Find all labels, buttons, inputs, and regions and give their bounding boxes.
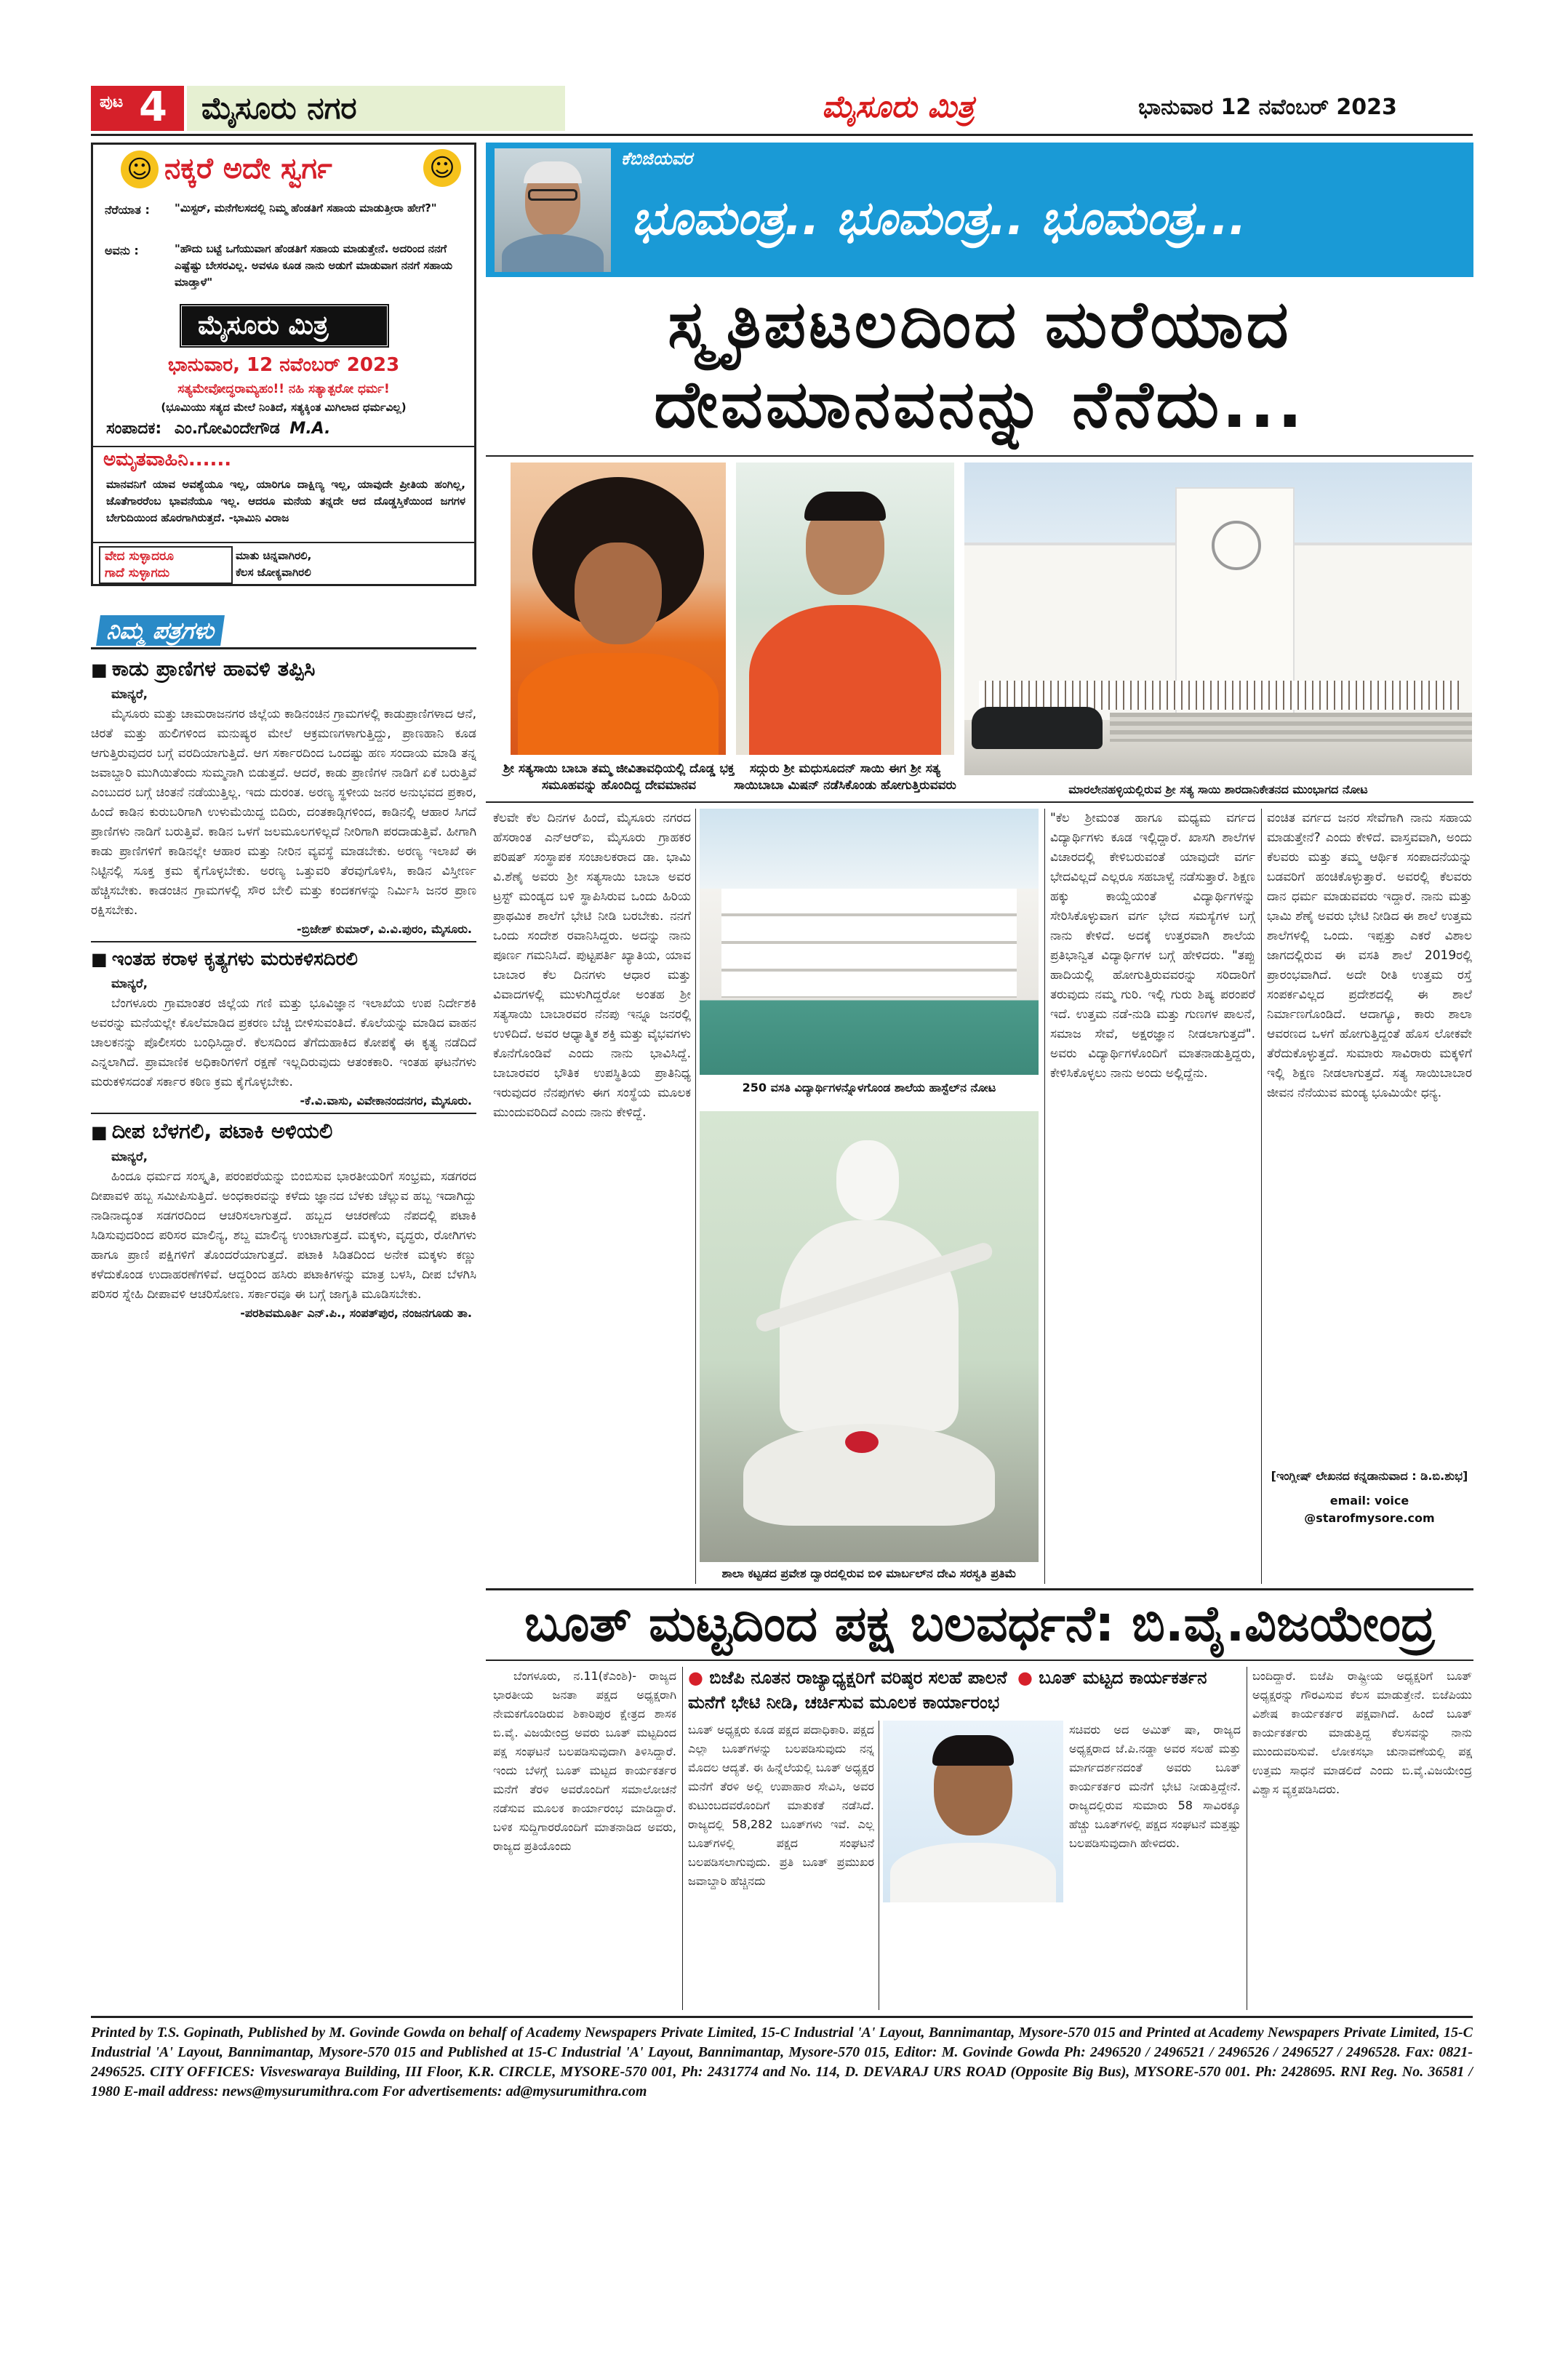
photos-rule bbox=[486, 801, 1473, 803]
joke-q-label: ನೆರೆಯಾತ : bbox=[105, 203, 150, 217]
flowers bbox=[845, 1431, 879, 1453]
sidebar-divider bbox=[93, 446, 474, 447]
col-rule-3 bbox=[1261, 809, 1262, 1584]
letter-1-paragraph: ಮೈಸೂರು ಮತ್ತು ಚಾಮರಾಜನಗರ ಜಿಲ್ಲೆಯ ಕಾಡಿನಂಚಿನ ಗ್ರಾಮಗಳಲ್ಲಿ ಕಾಡುಪ್ರಾಣಿಗಳಾದ ಆನೆ, ಚಿರತೆ ಮತ್ತು ಹುಲಿಗಳಿಂದ ಮನುಷ್ಯರ ಮೇಲೆ ಆಕ್ರಮಣಗಳಾಗುತ್ತಿದ್ದು, ಪ್ರಾಣಹಾನಿ ಕೂಡ ಆಗುತ್ತಿರುವುದರ ಬಗ್ಗೆ ವರದಿಯಾಗುತ್ತಿದೆ. ಆಗ ಸರ್ಕಾರದಿಂದ ಒಂದಷ್ಟು ಹಣ ಸಂದಾಯ ಮಾಡಿ ತನ್ನ ಜವಾಬ್ದಾರಿ ಮುಗಿಯಿತೆಂದು ಸುಮ್ಮನಾಗಿ ಬಿಡುತ್ತದೆ. ಆದರೆ, ಕಾಡು ಪ್ರಾಣಿಗಳ ನಾಡಿಗೆ ಏಕೆ ಬರುತ್ತಿವೆ ಎಂಬುದರ ಬಗ್ಗೆ ಚಿಂತನೆ ನಡೆಯುತ್ತಿಲ್ಲ. ಇದು ದುರಂತ. ಅರಣ್ಯ ಸ್ಥಳೀಯ ಜನರ ಅನುಭವದ ಪ್ರಕಾರ, ಹಿಂದೆ ಕಾಡಿನ ಕುರುಬರಿಗಾಗಿ ಉಳುಮೆಯಿದ್ದ ಬಿದಿರು, ದಂತಕಾಡ್ಗಿಗಳಿಂದ, ಕಾಡಿನಲ್ಲಿ ಆಹಾರ ಸಿಗದೆ ಪ್ರಾಣಿಗಳು ನಾಡಿಗೆ ಬರುತ್ತಿವೆ. ಕಾಡಿನ ಒಳಗೆ ಜಲಮೂಲಗಳಿಲ್ಲದೆ ನೀರಿಗಾಗಿ ಪರದಾಡುತ್ತಿವೆ. ಹೀಗಾಗಿ ಕಾಡು ಪ್ರಾಣಿಗಳಿಗೆ ಕಾಡಿನಲ್ಲೇ ಆಹಾರ ಮತ್ತು ನೀರಿನ ವ್ಯವಸ್ಥೆ ಮಾಡಬೇಕು. ಅರಣ್ಯ ಇಲಾಖೆ ಈ ನಿಟ್ಟಿನಲ್ಲಿ ಸೂಕ್ತ ಕ್ರಮ ಕೈಗೊಳ್ಳಬೇಕು. ಅರಣ್ಯ ಒತ್ತುವರಿ ತೆರವುಗೊಳಿಸಿ, ಕಾಡಿನ ವಿಸ್ತೀರ್ಣ ಹೆಚ್ಚಿಸಬೇಕು. ಕಾಡಂಚಿನ ಗ್ರಾಮಗಳಲ್ಲಿ ಸೌರ ಬೇಲಿ ಮತ್ತು ಕಂದಕಗಳನ್ನು ನಿರ್ಮಿಸಿ ಜನರ ಪ್ರಾಣ ರಕ್ಷಿಸಬೇಕು. bbox=[91, 707, 476, 918]
laugh-icon-2: ☺ bbox=[423, 149, 461, 187]
editor-line bbox=[106, 420, 470, 438]
mitra-logo-text: ಮೈಸೂರು ಮಿತ್ರ bbox=[198, 311, 329, 340]
photo-sai-baba bbox=[511, 463, 726, 755]
letter-divider-2 bbox=[91, 1113, 476, 1114]
letter-3 bbox=[91, 1118, 476, 1321]
subhead-bullet-1: ● bbox=[688, 1668, 703, 1688]
col-rule-2 bbox=[1044, 809, 1045, 1584]
veda-right-1: ಮಾತು ಚಿನ್ನವಾಗಿರಲಿ, bbox=[236, 549, 312, 562]
feature-kicker: ಕೆಬಿಜಿಯವರ bbox=[621, 148, 692, 169]
letter-1-author: -ಬ್ರಿಜೇಶ್ ಕುಮಾರ್, ವಿ.ವಿ.ಪುರಂ, ಮೈಸೂರು. bbox=[297, 922, 472, 936]
editor-name: ಎಂ.ಗೋವಿಂದೇಗೌಡ bbox=[174, 420, 280, 438]
sidebar-box bbox=[91, 143, 476, 586]
photo-hostel bbox=[700, 809, 1039, 1075]
letter-3-title: ■ ದೀಪ ಬೆಳಗಲಿ, ಪಟಾಕಿ ಅಳಿಯಲಿ bbox=[91, 1118, 476, 1145]
author-portrait bbox=[495, 148, 611, 272]
letters-heading: ನಿಮ್ಮ ಪತ್ರಗಳು bbox=[96, 615, 225, 646]
face bbox=[575, 543, 662, 644]
joke-question: "ಮಿಸ್ಟರ್, ಮನೆಗೆಲಸದಲ್ಲಿ ನಿಮ್ಮ ಹೆಂಡತಿಗೆ ಸಹಾಯ ಮಾಡುತ್ತೀರಾ ಹೇಗೆ?" bbox=[175, 201, 437, 215]
page-label: ಪುಟ bbox=[100, 93, 124, 111]
feature-bottom-rule bbox=[486, 1588, 1473, 1590]
feature-col-3 bbox=[1050, 809, 1255, 1584]
letter-1 bbox=[91, 656, 476, 937]
portrait-shirt bbox=[502, 234, 604, 272]
veda-line-2: ಗಾದೆ ಸುಳ್ಳಾಗದು bbox=[105, 566, 170, 580]
feature-headline bbox=[486, 285, 1473, 454]
translator-credit bbox=[1267, 1468, 1472, 1527]
portrait-glasses bbox=[528, 189, 577, 201]
photo-madhusudan-sai bbox=[736, 463, 954, 755]
feature-col-1 bbox=[493, 809, 691, 1584]
footer-rule bbox=[91, 2016, 1473, 2018]
veda-right-2: ಕೆಲಸ ಜೋಕ್ಯವಾಗಿರಲಿ bbox=[236, 566, 311, 579]
joke-a-label: ಅವನು : bbox=[105, 244, 139, 257]
emblem bbox=[1212, 521, 1261, 570]
editor-label: ಸಂಪಾದಕ: bbox=[106, 420, 162, 438]
page-header bbox=[91, 86, 1473, 131]
caption-madhusudan: ಸದ್ಗುರು ಶ್ರೀ ಮಧುಸೂದನ್ ಸಾಯಿ ಈಗ ಶ್ರೀ ಸತ್ಯ ಸಾಯಿಬಾಬಾ ಮಿಷನ್ ನಡೆಸಿಕೊಂಡು ಹೋಗುತ್ತಿರುವವರು bbox=[734, 761, 956, 793]
section-label: ಮೈಸೂರು ನಗರ bbox=[201, 90, 357, 126]
letter-3-text bbox=[91, 1167, 476, 1305]
news-col3-text: ಸಚಿವರು ಅದ ಅಮಿತ್ ಷಾ, ರಾಜ್ಯದ ಅಧ್ಯಕ್ಷರಾದ ಜೆ.ಪಿ.ನಡ್ಡಾ ಅವರ ಸಲಹೆ ಮತ್ತು ಮಾರ್ಗದರ್ಶನದಂತೆ ಅವರು ಬೂತ್ ಕಾರ್ಯಕರ್ತರ ಮನೆಗೆ ಭೇಟಿ ನೀಡುತ್ತಿದ್ದೇನೆ. ರಾಜ್ಯದಲ್ಲಿರುವ ಸುಮಾರು 58 ಸಾವಿರಕ್ಕೂ ಹೆಚ್ಚು ಬೂತ್‌ಗಳಲ್ಲಿ ಪಕ್ಷದ ಸಂಘಟನೆ ಮತ್ತಷ್ಟು ಬಲಪಡಿಸುವುದಾಗಿ ಹೇಳಿದರು. bbox=[1069, 1723, 1241, 1850]
photo-vijayendra bbox=[883, 1721, 1063, 1902]
news-headline: ಬೂತ್ ಮಟ್ಟದಿಂದ ಪಕ್ಷ ಬಲವರ್ಧನೆ: ಬಿ.ವೈ.ವಿಜಯೇಂದ್ರ bbox=[524, 1596, 1436, 1653]
letter-3-salutation: ಮಾನ್ಯರೆ, bbox=[111, 1150, 148, 1164]
amrita-text: ಮಾನವನಿಗೆ ಯಾವ ಅವಶ್ಯೆಯೂ ಇಲ್ಲ, ಯಾರಿಗೂ ದಾಕ್ಷಿಣ್ಯ ಇಲ್ಲ, ಯಾವುದೇ ಪ್ರೀತಿಯ ಹಂಗಿಲ್ಲ, ಜೊತೆಗಾರರೆಂಬ ಭಾವನೆಯೂ ಇಲ್ಲ. ಆದರೂ ಮನೆಯ ತನ್ನದೇ ಆದ ದೊಡ್ಡಸ್ತಿಕೆಯಿಂದ ಜಗಗಳ ಬೇಗುದಿಯಿಂದ ಹೊರಗಾಗಿರುತ್ತದೆ. -ಭಾಮಿನಿ ವಿರಾಜ bbox=[106, 478, 465, 524]
email-line: email: voice bbox=[1329, 1494, 1409, 1508]
motto: ಸತ್ಯಮೇವೋದ್ಧರಾಮ್ಯಹಂ!! ನಹಿ ಸತ್ಯಾತ್ಪರೋ ಧರ್ಮ! bbox=[177, 382, 390, 396]
portrait-hair bbox=[524, 161, 582, 183]
car bbox=[972, 707, 1103, 749]
letter-1-text bbox=[91, 705, 476, 921]
letters-heading-bar bbox=[91, 615, 476, 649]
joke-answer: "ಹೌದು ಬಟ್ಟೆ ಒಗೆಯುವಾಗ ಹೆಂಡತಿಗೆ ಸಹಾಯ ಮಾಡುತ್ತೇನೆ. ಅದರಿಂದ ನನಗೆ ಎಷ್ಟೆಷ್ಟು ಬೇಸರವಿಲ್ಲ. ಅವಳೂ ಕೂಡ ನಾನು ಅಡುಗೆ ಮಾಡುವಾಗ ನನಗೆ ಸಹಾಯ ಮಾಡ್ತಾಳೆ" bbox=[175, 242, 453, 289]
news-subhead bbox=[688, 1665, 1241, 1715]
veda-box bbox=[99, 546, 233, 584]
news-col-4 bbox=[1252, 1667, 1472, 2010]
news-subhead-2: ಬೂತ್ ಮಟ್ಟದ ಕಾರ್ಯಕರ್ತನ ಮನೆಗೆ ಭೇಟಿ ನೀಡಿ, ಚರ್ಚಿಸುವ ಮೂಲಕ ಕಾರ್ಯಾರಂಭ bbox=[688, 1668, 1207, 1713]
feature-col3-text: "ಕೆಲ ಶ್ರೀಮಂತ ಹಾಗೂ ಮಧ್ಯಮ ವರ್ಗದ ವಿದ್ಯಾರ್ಥಿಗಳು ಕೂಡ ಇಲ್ಲಿದ್ದಾರೆ. ಖಾಸಗಿ ಶಾಲೆಗಳ ವಿಚಾರದಲ್ಲಿ ಕೇಳಿಬರುವಂತೆ ಯಾವುದೇ ವರ್ಗ ಭೇದವಿಲ್ಲದೆ ಎಲ್ಲರೂ ಸಹಬಾಳ್ವೆ ನಡೆಸುತ್ತಾರೆ. ಶಿಕ್ಷಣ ಹಕ್ಕು ಕಾಯ್ದೆಯಂತೆ ವಿದ್ಯಾರ್ಥಿಗಳನ್ನು ಸೇರಿಸಿಕೊಳ್ಳುವಾಗ ವರ್ಗ ಭೇದ ಸಮಸ್ಯೆಗಳ ಬಗ್ಗೆ ನಾನು ಕೇಳಿದೆ. ಅದಕ್ಕೆ ಉತ್ತರವಾಗಿ ಶಾಲೆಯ ಪ್ರತಿಭಾನ್ವಿತ ವಿದ್ಯಾರ್ಥಿಗಳ ಬಗ್ಗೆ ಹೇಳಿದರು. "ತಪ್ಪು ಹಾದಿಯಲ್ಲಿ ಹೋಗುತ್ತಿರುವವರನ್ನು ಸರಿದಾರಿಗೆ ತರುವುದು ನಮ್ಮ ಗುರಿ. ಇಲ್ಲಿ ಗುರು ಶಿಷ್ಯ ಪರಂಪರೆ ಇದೆ. ಉತ್ತಮ ನಡೆ-ನುಡಿ ಮತ್ತು ಗುಣಗಳ ಪಾಲನೆ, ಸಮಾಜ ಸೇವೆ, ಅಕ್ಷರಜ್ಞಾನ ನೀಡಲಾಗುತ್ತದೆ". ಅವರು ವಿದ್ಯಾರ್ಥಿಗಳೊಂದಿಗೆ ಮಾತನಾಡುತ್ತಿದ್ದರು, ಕೇಳಿಸಿಕೊಳ್ಳಲು ನಾನು ಅಂದು ಅಲ್ಲಿದ್ದೆನು. bbox=[1050, 811, 1255, 1081]
feature-col4-text: ವಂಚಿತ ವರ್ಗದ ಜನರ ಸೇವೆಗಾಗಿ ನಾನು ಸಹಾಯ ಮಾಡುತ್ತೇನೆ? ಎಂದು ಕೇಳಿದೆ. ವಾಸ್ತವವಾಗಿ, ಅಂದು ಕೆಲವರು ಮತ್ತು ತಮ್ಮ ಆರ್ಥಿಕ ಸಂಪಾದನೆಯನ್ನು ಬಡವರಿಗೆ ಹಂಚಿಕೊಳ್ಳುತ್ತಾರೆ. ಅವರಲ್ಲಿ ಕೆಲವರು ದಾನ ಧರ್ಮ ಮಾಡುವವರು ಇದ್ದಾರೆ. ನಾನು ಮತ್ತು ಭಾಮಿ ಶೆಣೈ ಅವರು ಭೇಟಿ ನೀಡಿದ ಈ ಶಾಲೆ ಉತ್ತಮ ಶಾಲೆಗಳಲ್ಲಿ ಒಂದು. ಇಪ್ಪತ್ತು ಎಕರೆ ವಿಶಾಲ ಜಾಗದಲ್ಲಿರುವ ಈ ವಸತಿ ಶಾಲೆ 2019ರಲ್ಲಿ ಪ್ರಾರಂಭವಾಗಿದೆ. ಅದೇ ರೀತಿ ಉತ್ತಮ ರಸ್ತೆ ಸಂಪರ್ಕವಿಲ್ಲದ ಪ್ರದೇಶದಲ್ಲಿ ಈ ಶಾಲೆ ನಿರ್ಮಾಣಗೊಂಡಿದೆ. ಆದಾಗ್ಯೂ, ಕಾರು ಶಾಲಾ ಆವರಣದ ಒಳಗೆ ಹೋಗುತ್ತಿದ್ದಂತೆ ಹೊಸ ಲೋಕವೇ ತೆರೆದುಕೊಳ್ಳುತ್ತದೆ. ಸುಮಾರು ಸಾವಿರಾರು ಮಕ್ಕಳಿಗೆ ಇಲ್ಲಿ ಶಿಕ್ಷಣ ನೀಡಲಾಗುತ್ತದೆ. ಸತ್ಯ ಸಾಯಿಬಾಬಾರ ಜೀವನ ನೆನೆಯುವ ಮಂಡ್ಯ ಭೂಮಿಯೇ ಧನ್ಯ. bbox=[1267, 811, 1472, 1100]
hostel-floors bbox=[721, 889, 1017, 998]
masthead: ಮೈಸೂರು ಮಿತ್ರ bbox=[822, 89, 975, 124]
laugh-icon: ☺ bbox=[121, 151, 159, 188]
news-col-3 bbox=[1069, 1721, 1241, 2010]
news-headline-rule bbox=[486, 1660, 1473, 1661]
news-col-2 bbox=[688, 1721, 874, 2010]
photo-saraswati-statue bbox=[700, 1111, 1039, 1562]
veda-line-1: ವೇದ ಸುಳ್ಳಾದರೂ bbox=[105, 549, 174, 564]
letters-body bbox=[91, 652, 476, 2013]
feature-col1-text: ಕೆಲವೇ ಕೆಲ ದಿನಗಳ ಹಿಂದೆ, ಮೈಸೂರು ನಗರದ ಹೆಸರಾಂತ ಎನ್‌ಆರ್‌ಐ, ಮೈಸೂರು ಗ್ರಾಹಕರ ಪರಿಷತ್ ಸಂಸ್ಥಾಪಕ ಸಂಚಾಲಕರಾದ ಡಾ. ಭಾಮಿ ವಿ.ಶೆಣೈ ಅವರು ಶ್ರೀ ಸತ್ಯಸಾಯಿ ಬಾಬಾ ಅವರ ಟ್ರಸ್ಟ್ ಮಂಡ್ಯದ ಬಳಿ ಸ್ಥಾಪಿಸಿರುವ ಒಂದು ಹಿರಿಯ ಪ್ರಾಥಮಿಕ ಶಾಲೆಗೆ ಭೇಟಿ ನೀಡಿ ಬರಬೇಕು. ನನಗೆ ಒಂದು ಸಂದೇಶ ರವಾನಿಸಿದ್ದರು. ಅದನ್ನು ನಾನು ಪೂರ್ಣ ಗಮನಿಸಿದೆ. ಪುಟ್ಟಪರ್ತಿ ಖ್ಯಾತಿಯ, ಯಾವ ಬಾಬಾರ ಕೆಲ ದಿನಗಳು ಆಧಾರ ಮತ್ತು ವಿವಾದಗಳಲ್ಲಿ ಮುಳುಗಿದ್ದರೋ ಅಂತಹ ಶ್ರೀ ಸತ್ಯಸಾಯಿ ಬಾಬಾರವರ ನೆನಪು ಇನ್ನೂ ಜನರಲ್ಲಿ ಉಳಿದಿದೆ. ಅವರ ಆಧ್ಯಾತ್ಮಿಕ ಶಕ್ತಿ ಮತ್ತು ವೈಭವಗಳು ಕೊನೆಗೊಂಡಿವೆ ಎಂದು ನಾನು ಭಾವಿಸಿದ್ದೆ. ಬಾಬಾರವರ ಭೌತಿಕ ಉಪಸ್ಥಿತಿಯ ಪ್ರಾತಿನಿಧ್ಯ ಇರುವುದರ ನೆನಪುಗಳು ಈಗ ಸಂಸ್ಥೆಯ ಮೂಲಕ ಮುಂದುವರಿದಿದೆ ಎಂದು ನಾನು ಕೇಳಿದ್ದೆ. bbox=[493, 811, 691, 1120]
shirt bbox=[890, 1843, 1056, 1902]
letter-3-author: -ಪರಶಿವಮೂರ್ತಿ ಎನ್.ಪಿ., ಸಂಪತ್‌ಪುರ, ನಂಜನಗೂಡು ತಾ. bbox=[240, 1306, 472, 1320]
letter-2-author: -ಕೆ.ವಿ.ವಾಸು, ವಿವೇಕಾನಂದನಗರ, ಮೈಸೂರು. bbox=[300, 1094, 472, 1108]
section-label-box bbox=[187, 86, 565, 131]
news-col1-text: ಬೆಂಗಳೂರು, ನ.11(ಕೆಎಂಶಿ)- ರಾಜ್ಯದ ಭಾರತೀಯ ಜನತಾ ಪಕ್ಷದ ಅಧ್ಯಕ್ಷರಾಗಿ ನೇಮಕಗೊಂಡಿರುವ ಶಿಕಾರಿಪುರ ಕ್ಷೇತ್ರದ ಶಾಸಕ ಬಿ.ವೈ. ವಿಜಯೇಂದ್ರ ಅವರು ಬೂತ್ ಮಟ್ಟದಿಂದ ಪಕ್ಷ ಸಂಘಟನೆ ಬಲಪಡಿಸುವುದಾಗಿ ತಿಳಿಸಿದ್ದಾರೆ. ಇಂದು ಬೆಳಗ್ಗೆ ಬೂತ್ ಮಟ್ಟದ ಕಾರ್ಯಕರ್ತರ ಮನೆಗೆ ತೆರಳಿ ಅವರೊಂದಿಗೆ ಸಮಾಲೋಚನೆ ನಡೆಸುವ ಮೂಲಕ ಕಾರ್ಯಾರಂಭ ಮಾಡಿದ್ದಾರೆ. ಬಳಿಕ ಸುದ್ದಿಗಾರರೊಂದಿಗೆ ಮಾತನಾಡಿದ ಅವರು, ರಾಜ್ಯದ ಪ್ರತಿಯೊಂದು bbox=[493, 1669, 676, 1853]
joke-title: ನಕ್ಕರೆ ಅದೇ ಸ್ವರ್ಗ bbox=[164, 152, 332, 185]
headline-rule bbox=[486, 455, 1473, 457]
feature-col-4 bbox=[1267, 809, 1472, 1462]
editor-degree: M.A. bbox=[289, 420, 331, 438]
statue-head bbox=[836, 1140, 899, 1220]
motto-sub: (ಭೂಮಿಯು ಸತ್ಯದ ಮೇಲೆ ನಿಂತಿದೆ, ಸತ್ಯಕ್ಕಿಂತ ಮಿಗಿಲಾದ ಧರ್ಮವಿಲ್ಲ) bbox=[161, 401, 407, 414]
email-line-2: @starofmysore.com bbox=[1304, 1511, 1435, 1525]
page-number: 4 bbox=[139, 84, 167, 131]
caption-sai-baba: ಶ್ರೀ ಸತ್ಯಸಾಯಿ ಬಾಬಾ ತಮ್ಮ ಜೀವಿತಾವಧಿಯಲ್ಲಿ ದೊಡ್ಡ ಭಕ್ತ ಸಮೂಹವನ್ನು ಹೊಂದಿದ್ದ ದೇವಮಾನವ bbox=[503, 761, 735, 793]
news-subhead-1: ಬಿಜೆಪಿ ನೂತನ ರಾಜ್ಯಾಧ್ಯಕ್ಷರಿಗೆ ವರಿಷ್ಠರ ಸಲಹೆ ಪಾಲನೆ bbox=[709, 1668, 1007, 1688]
letter-2-title: ■ ಇಂತಹ ಕರಾಳ ಕೃತ್ಯಗಳು ಮರುಕಳಿಸದಿರಲಿ bbox=[91, 947, 476, 972]
page-label-box bbox=[91, 86, 184, 131]
letter-3-paragraph: ಹಿಂದೂ ಧರ್ಮದ ಸಂಸ್ಕೃತಿ, ಪರಂಪರೆಯನ್ನು ಬಿಂಬಿಸುವ ಭಾರತೀಯರಿಗೆ ಸಂಭ್ರಮ, ಸಡಗರದ ದೀಪಾವಳಿ ಹಬ್ಬ ಸಮೀಪಿಸುತ್ತಿದೆ. ಅಂಧಕಾರವನ್ನು ಕಳೆದು ಜ್ಞಾನದ ಬೆಳಕು ಚೆಲ್ಲುವ ಹಬ್ಬ ಇದಾಗಿದ್ದು ನಾಡಿನಾದ್ಯಂತ ಸಡಗರದಿಂದ ಆಚರಿಸಲಾಗುತ್ತದೆ. ಹಬ್ಬದ ಆಚರಣೆಯ ನೆಪದಲ್ಲಿ ಪಟಾಕಿ ಸಿಡಿಸುವುದರಿಂದ ಪರಿಸರ ಮಾಲಿನ್ಯ, ಶಬ್ದ ಮಾಲಿನ್ಯ ಉಂಟಾಗುತ್ತದೆ. ಮಕ್ಕಳು, ವೃದ್ಧರು, ರೋಗಿಗಳು ಹಾಗೂ ಪ್ರಾಣಿ ಪಕ್ಷಿಗಳಿಗೆ ತೊಂದರೆಯಾಗುತ್ತದೆ. ಪಟಾಕಿ ಸಿಡಿತದಿಂದ ಅನೇಕ ಮಕ್ಕಳು ಕಣ್ಣು ಕಳೆದುಕೊಂಡ ಉದಾಹರಣೆಗಳಿವೆ. ಆದ್ದರಿಂದ ಹಸಿರು ಪಟಾಕಿಗಳನ್ನು ಮಾತ್ರ ಬಳಸಿ, ದೀಪ ಬೆಳಗಿಸಿ ಪರಿಸರ ಸ್ನೇಹಿ ದೀಪಾವಳಿ ಆಚರಿಸೋಣ. ಸರ್ಕಾರವೂ ಈ ಬಗ್ಗೆ ಜಾಗೃತಿ ಮೂಡಿಸಬೇಕು. bbox=[91, 1169, 476, 1302]
hair bbox=[804, 492, 886, 521]
letter-1-title: ■ ಕಾಡು ಪ್ರಾಣಿಗಳ ಹಾವಳಿ ತಪ್ಪಿಸಿ bbox=[91, 656, 476, 682]
footer-imprint: Printed by T.S. Gopinath, Published by M. Govinde Gowda on behalf of Academy Newspapers Private Limited, 15-C Industrial 'A' Layout, Bannimantap, Mysore-570 015 and Printed at Academy Newspapers Private Limited, 15-C Industrial 'A' Layout, Bannimantap, Mysore-570 015 and Published at 15-C Industrial 'A' Layout, Bannimantap, Mysore-570 015, Editor: M. Govinde Gowda Ph: 2496520 / 2496521 / 2496526 / 2496527 / 2496528. Fax: 0821-2496525. CITY OFFICES: Visveswaraya Building, III Floor, K.R. CIRCLE, MYSORE-570 001, Ph: 2431774 and No. 114, D. DEVARAJ URS ROAD (Opposite Big Bus), MYSORE-570 001. Ph: 2428695. RNI Reg. No. 36581 / 1980 E-mail address: news@mysurumithra.com For advertisements: ad@mysurumithra.com bbox=[91, 2025, 1473, 2099]
robe bbox=[749, 605, 941, 755]
news-col4-text: ಬಂದಿದ್ದಾರೆ. ಬಿಜೆಪಿ ರಾಷ್ಟ್ರೀಯ ಅಧ್ಯಕ್ಷರಿಗೆ ಬೂತ್ ಅಧ್ಯಕ್ಷರನ್ನು ಗೌರವಿಸುವ ಕೆಲಸ ಮಾಡುತ್ತೇನೆ. ಬಿಜೆಪಿಯು ವಿಶೇಷ ಕಾರ್ಯಕರ್ತರ ಪಕ್ಷವಾಗಿದೆ. ಹಿಂದೆ ಬೂತ್ ಕಾರ್ಯಕರ್ತರು ಮಾಡುತ್ತಿದ್ದ ಕೆಲಸವನ್ನು ನಾನು ಮುಂದುವರಿಸುವೆ. ಲೋಕಸಭಾ ಚುನಾವಣೆಯಲ್ಲಿ ಪಕ್ಷ ಉತ್ತಮ ಸಾಧನೆ ಮಾಡಲಿದೆ ಎಂದು ಬಿ.ವೈ.ವಿಜಯೇಂದ್ರ ವಿಶ್ವಾಸ ವ್ಯಕ್ತಪಡಿಸಿದರು. bbox=[1252, 1669, 1472, 1796]
subhead-bullet-2: ● bbox=[1017, 1668, 1033, 1688]
veda-right bbox=[236, 548, 468, 581]
letter-2-paragraph: ಬೆಂಗಳೂರು ಗ್ರಾಮಾಂತರ ಜಿಲ್ಲೆಯ ಗಣಿ ಮತ್ತು ಭೂವಿಜ್ಞಾನ ಇಲಾಖೆಯ ಉಪ ನಿರ್ದೇಶಕಿ ಅವರನ್ನು ಮನೆಯಲ್ಲೇ ಕೊಲೆಮಾಡಿದ ಪ್ರಕರಣ ಬೆಚ್ಚಿ ಬೀಳಿಸುವಂತಿದೆ. ಕೊಲೆಯನ್ನು ಮಾಡಿದ ವಾಹನ ಚಾಲಕನನ್ನು ಪೊಲೀಸರು ಬಂಧಿಸಿದ್ದಾರೆ. ಕೆಲಸದಿಂದ ತೆಗೆದುಹಾಕಿದ ಕೋಪಕ್ಕೆ ಈ ಕೃತ್ಯ ನಡೆದಿದೆ ಎನ್ನಲಾಗಿದೆ. ಪ್ರಾಮಾಣಿಕ ಅಧಿಕಾರಿಗಳಿಗೆ ರಕ್ಷಣೆ ಇಲ್ಲದಿರುವುದು ಆತಂಕಕಾರಿ. ಇಂತಹ ಘಟನೆಗಳು ಮರುಕಳಿಸದಂತೆ ಸರ್ಕಾರ ಕಠಿಣ ಕ್ರಮ ಕೈಗೊಳ್ಳಬೇಕು. bbox=[91, 996, 476, 1089]
amrita-title: ಅಮೃತವಾಹಿನಿ...... bbox=[103, 449, 232, 471]
letter-2-text bbox=[91, 994, 476, 1092]
feature-band bbox=[486, 143, 1473, 277]
news-col-1 bbox=[493, 1667, 676, 2010]
sidebar-divider-2 bbox=[93, 542, 474, 543]
letter-1-salutation: ಮಾನ್ಯರೆ, bbox=[111, 687, 148, 702]
letter-2 bbox=[91, 947, 476, 1108]
steps bbox=[1110, 713, 1472, 742]
robe bbox=[518, 653, 719, 755]
header-date: ಭಾನುವಾರ 12 ನವೆಂಬರ್ 2023 bbox=[1138, 95, 1397, 120]
series-title: ಭೂಮಂತ್ರ.. ಭೂಮಂತ್ರ.. ಭೂಮಂತ್ರ... bbox=[631, 192, 1247, 246]
letter-divider bbox=[91, 941, 476, 942]
hair bbox=[932, 1735, 1014, 1766]
header-rule bbox=[91, 134, 1473, 136]
mitra-logo bbox=[179, 303, 390, 348]
translator-line: [ಇಂಗ್ಲೀಷ್ ಲೇಖನದ ಕನ್ನಡಾನುವಾದ : ಡಿ.ಬಿ.ಶುಭ] bbox=[1271, 1469, 1468, 1483]
caption-hostel: 250 ವಸತಿ ವಿದ್ಯಾರ್ಥಿಗಳನ್ನೊಳಗೊಂಡ ಶಾಲೆಯ ಹಾಸ್ಟೆಲ್‌ನ ನೋಟ bbox=[742, 1081, 996, 1094]
crowd bbox=[979, 681, 1459, 710]
caption-school: ಮಾರಲೇನಹಳ್ಳಿಯಲ್ಲಿರುವ ಶ್ರೀ ಸತ್ಯ ಸಾಯಿ ಶಾರದಾನಿಕೇತನದ ಮುಂಭಾಗದ ನೋಟ bbox=[1068, 782, 1368, 796]
headline-line-1: ಸ್ಮೃತಿಪಟಲದಿಂದ ಮರೆಯಾದ bbox=[668, 287, 1292, 363]
caption-statue: ಶಾಲಾ ಕಟ್ಟಡದ ಪ್ರವೇಶ ದ್ವಾರದಲ್ಲಿರುವ ಬಿಳಿ ಮಾರ್ಬಲ್‌ನ ದೇವಿ ಸರಸ್ವತಿ ಪ್ರತಿಮೆ bbox=[721, 1566, 1017, 1580]
news-rule-1 bbox=[682, 1667, 683, 2010]
news-col2-text: ಬೂತ್ ಅಧ್ಯಕ್ಷರು ಕೂಡ ಪಕ್ಷದ ಪದಾಧಿಕಾರಿ. ಪಕ್ಷದ ಎಲ್ಲಾ ಬೂತ್‌ಗಳನ್ನು ಬಲಪಡಿಸುವುದು ನನ್ನ ಮೊದಲ ಆದ್ಯತೆ. ಈ ಹಿನ್ನೆಲೆಯಲ್ಲಿ ಬೂತ್ ಅಧ್ಯಕ್ಷರ ಮನೆಗೆ ತೆರಳಿ ಅಲ್ಲಿ ಉಪಾಹಾರ ಸೇವಿಸಿ, ಅವರ ಕುಟುಂಬದವರೊಂದಿಗೆ ಮಾತುಕತೆ ನಡೆಸಿದೆ. ರಾಜ್ಯದಲ್ಲಿ 58,282 ಬೂತ್‌ಗಳು ಇವೆ. ಎಲ್ಲ ಬೂತ್‌ಗಳಲ್ಲಿ ಪಕ್ಷದ ಸಂಘಟನೆ ಬಲಪಡಿಸಲಾಗುವುದು. ಪ್ರತಿ ಬೂತ್ ಪ್ರಮುಖರ ಜವಾಬ್ದಾರಿ ಹೆಚ್ಚಿನದು bbox=[688, 1723, 874, 1888]
letter-2-salutation: ಮಾನ್ಯರೆ, bbox=[111, 977, 148, 991]
headline-line-2: ದೇವಮಾನವನನ್ನು ನೆನೆದು... bbox=[654, 367, 1305, 443]
photo-school-building bbox=[964, 463, 1472, 775]
sidebar-date: ಭಾನುವಾರ, 12 ನವೆಂಬರ್ 2023 bbox=[167, 354, 400, 376]
col-rule-1 bbox=[695, 809, 696, 1584]
statue-body bbox=[780, 1220, 959, 1431]
